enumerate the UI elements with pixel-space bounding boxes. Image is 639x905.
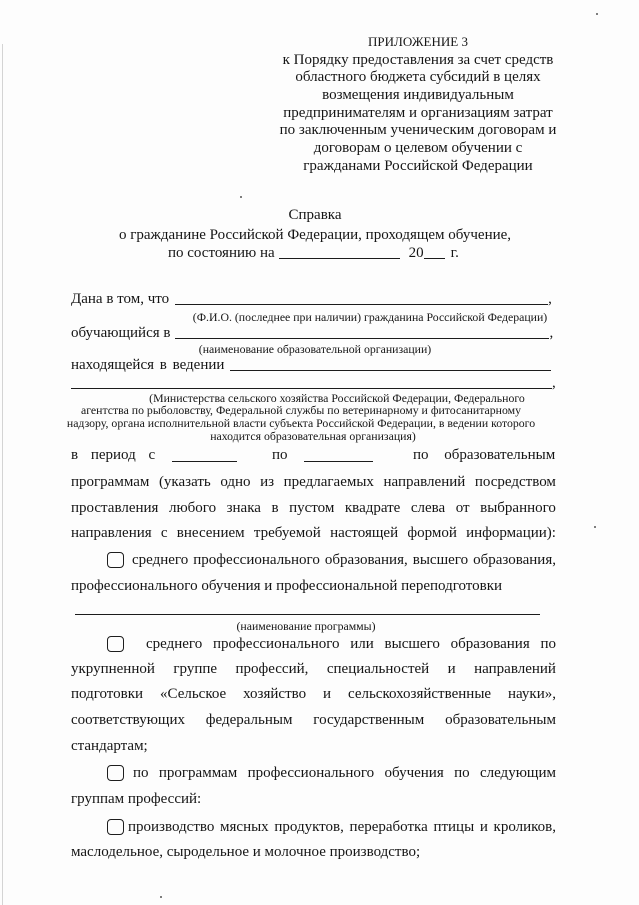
- word: федеральным: [205, 712, 293, 728]
- line-end-comma: ,: [552, 375, 556, 391]
- word: образования,: [324, 552, 408, 568]
- year-blank: [424, 257, 445, 259]
- word: по: [133, 765, 149, 781]
- word: птицы: [433, 819, 475, 835]
- word: укрупненной: [71, 661, 155, 677]
- option-text: [71, 685, 556, 703]
- full-name-blank: [175, 303, 548, 305]
- word: информации):: [466, 525, 556, 541]
- word: среднего: [132, 552, 189, 568]
- word: сельскохозяйственные: [347, 686, 492, 702]
- word: внесением: [176, 525, 245, 541]
- issued-to-label: Дана в том, что: [71, 291, 170, 307]
- period-prefix: в период с: [71, 447, 156, 463]
- period-suffix: по образовательным: [413, 447, 556, 463]
- appendix-line: к Порядку предоставления за счет средств: [282, 51, 554, 68]
- option-text: [133, 764, 556, 782]
- studying-at-label: обучающийся в: [71, 325, 171, 341]
- scan-speck: [596, 13, 598, 15]
- word: (указать: [158, 474, 211, 490]
- word: слева: [410, 500, 446, 516]
- appendix-title: ПРИЛОЖЕНИЕ 3: [368, 34, 468, 49]
- word: квадрате: [344, 500, 401, 516]
- option-checkbox: [107, 552, 124, 568]
- appendix-line: гражданами Российской Федерации: [303, 157, 533, 174]
- word: переработка: [349, 819, 428, 835]
- word: соответствующих: [71, 712, 185, 728]
- word: образовательным: [445, 712, 556, 728]
- word: хозяйство: [243, 686, 307, 702]
- appendix-line: областного бюджета субсидий в целях: [295, 69, 541, 86]
- word: требуемой: [253, 525, 321, 541]
- word: группе: [173, 661, 218, 677]
- word: или: [350, 636, 374, 652]
- authority-hint-line: находится образовательная организация): [210, 428, 416, 443]
- word: мясных: [220, 819, 269, 835]
- word: производство: [128, 819, 215, 835]
- word: профессионального: [193, 552, 320, 568]
- option-checkbox: [107, 765, 124, 781]
- instruction-line: [71, 524, 556, 542]
- word: профессионального: [212, 636, 340, 652]
- word: и: [447, 661, 456, 677]
- year-prefix: 20: [408, 245, 424, 261]
- word: предлагаемых: [283, 474, 374, 490]
- as-of-date-line: [168, 244, 459, 262]
- word: направлений: [474, 661, 556, 677]
- word: специальностей: [326, 661, 430, 677]
- option-text: [71, 711, 556, 729]
- option-checkbox: [107, 636, 124, 652]
- option-text: маслодельное, сыродельное и молочное производство;: [71, 844, 421, 860]
- appendix-line: договорам о целевом обучении с: [313, 139, 523, 156]
- word: профессионального: [247, 765, 375, 781]
- word: направлений: [383, 474, 466, 490]
- word: среднего: [146, 636, 203, 652]
- authority-hint-line: (Министерства сельского хозяйства Российской Федерации, Федерального: [149, 390, 525, 405]
- certificate-title: Справка: [288, 207, 342, 223]
- option-text: стандартам;: [71, 738, 148, 754]
- instruction-line: [71, 473, 556, 491]
- word: науки»,: [507, 686, 556, 702]
- option-text: профессионального обучения и профессиональной переподготовки: [71, 578, 503, 594]
- scan-speck: [594, 526, 596, 528]
- period-line: [71, 446, 556, 464]
- word: государственным: [313, 712, 425, 728]
- authority-blank-continuation: [71, 387, 552, 389]
- authority-label: находящейся в ведении: [71, 357, 225, 373]
- word: с: [160, 525, 168, 541]
- authority-hint-line: надзору, органа исполнительной власти субъекта Российской Федерации, в ведении которого: [66, 415, 536, 430]
- scan-speck: [240, 196, 242, 198]
- date-blank: [279, 257, 400, 259]
- word: высшего: [384, 636, 440, 652]
- word: образования,: [473, 552, 556, 568]
- word: и: [479, 819, 488, 835]
- appendix-line: по заключенным ученическим договорам и: [279, 122, 557, 139]
- option-text: [132, 551, 556, 569]
- word: кроликов,: [493, 819, 556, 835]
- instruction-line: [71, 499, 556, 517]
- word: знака: [226, 500, 261, 516]
- word: проставления: [71, 500, 159, 516]
- organization-blank: [175, 337, 549, 339]
- option-text: [128, 818, 556, 836]
- word: пустом: [289, 500, 335, 516]
- program-name-blank: [75, 614, 540, 615]
- word: посредством: [474, 474, 556, 490]
- word: и: [323, 686, 332, 702]
- scan-edge-line: [2, 44, 3, 905]
- studying-at-line: [71, 324, 553, 342]
- word: направления: [71, 525, 152, 541]
- option-1: [107, 551, 556, 569]
- word: подготовки: [71, 686, 144, 702]
- word: обучения: [384, 765, 444, 781]
- option-text: [71, 660, 556, 678]
- word: программам: [158, 765, 238, 781]
- word: настоящей: [330, 525, 399, 541]
- word: одно: [220, 474, 251, 490]
- word: в: [271, 500, 279, 516]
- authority-line: [71, 356, 551, 374]
- scan-speck: [160, 896, 162, 898]
- word: «Сельское: [160, 686, 227, 702]
- word: по: [540, 636, 556, 652]
- authority-blank: [230, 369, 551, 371]
- word: профессий,: [235, 661, 309, 677]
- word: любого: [168, 500, 217, 516]
- appendix-line: возмещения индивидуальным: [322, 86, 514, 103]
- word: следующим: [479, 765, 556, 781]
- year-suffix: г.: [450, 245, 459, 261]
- issued-to-line: [71, 290, 552, 308]
- word: от: [455, 500, 470, 516]
- period-to-label: по: [272, 447, 288, 463]
- word: из: [260, 474, 275, 490]
- option-text: [146, 635, 556, 653]
- word: формой: [407, 525, 457, 541]
- authority-hint-line: агентства по рыболовству, Федеральной службы по ветеринарному и фитосанитарному: [81, 402, 521, 417]
- line-end-comma: ,: [549, 325, 554, 341]
- program-name-hint: (наименование программы): [236, 618, 376, 633]
- full-name-hint: (Ф.И.О. (последнее при наличии) гражданина Российской Федерации): [192, 309, 548, 324]
- option-4: [107, 818, 556, 836]
- appendix-line: предпринимателям и организациям затрат: [283, 104, 553, 121]
- certificate-subtitle: о гражданине Российской Федерации, проходящем обучение,: [118, 227, 512, 243]
- option-checkbox: [107, 819, 124, 835]
- word: выбранного: [480, 500, 556, 516]
- word: продуктов,: [274, 819, 344, 835]
- word: программам: [71, 474, 150, 490]
- line-end-comma: ,: [548, 291, 552, 307]
- word: по: [454, 765, 470, 781]
- appendix-text: [276, 52, 560, 176]
- period-start-blank: [172, 461, 237, 462]
- organization-hint: (наименование образовательной организации): [198, 341, 432, 356]
- authority-continuation-line: [71, 374, 556, 392]
- option-2: [107, 635, 556, 653]
- word: образования: [450, 636, 530, 652]
- option-text: группам профессий:: [71, 791, 202, 807]
- as-of-label: по состоянию на: [168, 245, 275, 261]
- period-end-blank: [304, 461, 373, 462]
- option-3: [107, 764, 556, 782]
- word: высшего: [412, 552, 469, 568]
